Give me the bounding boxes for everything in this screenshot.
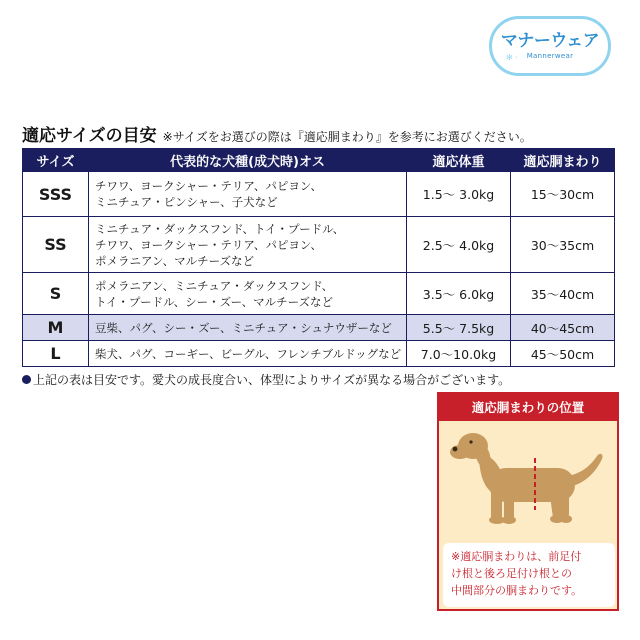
breed-line: チワワ、ヨークシャー・テリア、パピヨン、	[95, 237, 323, 252]
weight-cell: 7.0～10.0kg	[407, 341, 511, 367]
size-guide-heading	[22, 121, 622, 145]
weight-cell: 2.5～ 4.0kg	[407, 217, 511, 273]
breeds-cell	[89, 341, 407, 367]
breed-line: 豆柴、パグ、シー・ズー、ミニチュア・シュナウザーなど	[95, 320, 392, 335]
header-girth: 適応胴まわり	[511, 149, 615, 172]
header-size: サイズ	[23, 149, 89, 172]
logo-sparkle-icon: ✻ ·	[506, 53, 518, 62]
breed-line: ポメラニアン、ミニチュア・ダックスフンド、	[95, 278, 334, 293]
breed-line: 柴犬、パグ、コーギー、ビーグル、フレンチブルドッグなど	[95, 346, 402, 361]
breeds-cell	[89, 217, 407, 273]
table-footnote	[22, 371, 510, 388]
breed-line: ポメラニアン、マルチーズなど	[95, 253, 255, 268]
header-breeds: 代表的な犬種(成犬時)オス	[89, 149, 407, 172]
size-cell: M	[23, 315, 89, 341]
note-line: け根と後ろ足付け根との	[451, 567, 572, 580]
bullet-icon	[22, 375, 31, 384]
brand-logo	[489, 16, 611, 76]
note-line: 中間部分の胴まわりです。	[451, 584, 583, 597]
table-header-row	[23, 149, 615, 172]
size-table	[22, 148, 615, 367]
table-row	[23, 172, 615, 217]
breed-line: ミニチュア・ダックスフンド、トイ・プードル、	[95, 221, 345, 236]
breed-line: ミニチュア・ピンシャー、子犬など	[95, 195, 278, 209]
size-cell: SS	[23, 217, 89, 273]
table-row	[23, 315, 615, 341]
breeds-cell	[89, 315, 407, 341]
girth-cell: 15～30cm	[511, 172, 615, 217]
weight-cell: 5.5～ 7.5kg	[407, 315, 511, 341]
footnote-text: 上記の表は目安です。愛犬の成長度合い、体型によりサイズが異なる場合がございます。	[33, 373, 511, 387]
size-cell: L	[23, 341, 89, 367]
chest-position-note	[443, 543, 615, 607]
size-cell: S	[23, 273, 89, 315]
table-row	[23, 273, 615, 315]
breed-line: トイ・プードル、シー・ズー、マルチーズなど	[95, 294, 334, 309]
breeds-cell	[89, 172, 407, 217]
note-line: ※適応胴まわりは、前足付	[451, 550, 582, 563]
table-row	[23, 217, 615, 273]
size-guide-note: ※サイズをお選びの際は『適応胴まわり』を参考にお選びください。	[162, 130, 532, 144]
dog-icon	[449, 424, 609, 532]
size-guide-title: 適応サイズの目安	[22, 126, 157, 146]
table-row	[23, 341, 615, 367]
girth-cell: 35～40cm	[511, 273, 615, 315]
girth-cell: 40～45cm	[511, 315, 615, 341]
breed-line: チワワ、ヨークシャー・テリア、パピヨン、	[95, 179, 323, 193]
header-weight: 適応体重	[407, 149, 511, 172]
brand-logo-subtext: Mannerwear	[526, 51, 574, 60]
chest-position-title: 適応胴まわりの位置	[439, 394, 617, 421]
brand-logo-text: マナーウェア	[500, 30, 600, 51]
weight-cell: 3.5～ 6.0kg	[407, 273, 511, 315]
girth-cell: 45～50cm	[511, 341, 615, 367]
size-cell: SSS	[23, 172, 89, 217]
girth-cell: 30～35cm	[511, 217, 615, 273]
weight-cell: 1.5～ 3.0kg	[407, 172, 511, 217]
chest-position-box	[437, 392, 619, 611]
breeds-cell	[89, 273, 407, 315]
dog-illustration	[449, 424, 609, 532]
